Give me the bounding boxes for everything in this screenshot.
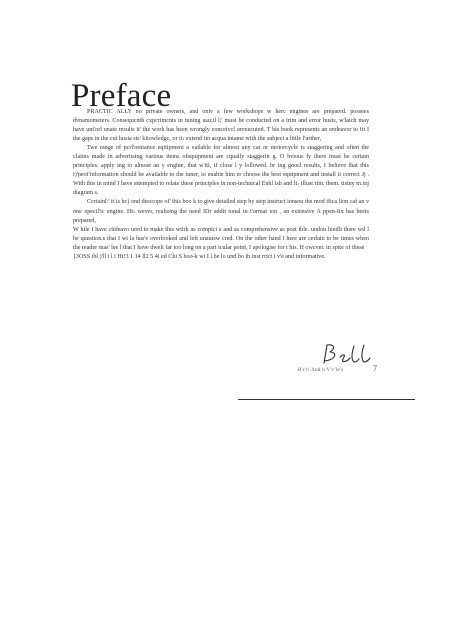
paragraph-1: PRACTIC ALLY no private owners, and oniv a few workshops w herc engines are prepared. possees dvnamometers. Consequcnth cxpcrimcnts in tuning usu;il l;' must be conducted on a trim and error busts, w'laich may have unt'orl unate results it' the work has been wrongly conceivcl orexecuted. T his book represents an endeavor to fit I the gaps in the cut husia sts' kiiowledgc, or it› extend tin acqua intame with the subjeci a little l'urther, (73, 109, 369, 143)
trailing-line: }3OSS ibl )'ll i l i Ht!3 1 14 ll2 5 4i ed Chi S boo-k wi I l be lo und bo th inst rrict i v'e and informative. (73, 253, 326, 260)
page-title: Preface (71, 78, 172, 115)
footer-caption: B'r'r\.Ʌnd h V'v'le's (298, 368, 344, 373)
page-number: 7 (373, 364, 377, 373)
paragraph-3: Ccrtainl\' it is bc) ond thescope of' this boo k to give detailed step by step instruct ionsou the mod ifica lion caf an v one xpecil'ic engine. Ht› wever, realising the need IDr addit tonal in t'ormat ion , an exiensive A ppen-Iix has beets prepared, (73, 199, 369, 224)
horizontal-rule (238, 399, 415, 400)
signature-image (322, 342, 374, 366)
paragraph-2: Twe range of pcrl'orniance eqiiipmeni a vailable for almost any car or moiorcycle is staggering and often the claims made in advertising various items ofequipment are cqually staggerin g. O bvious ly ihere inust be certain principles. apply ing to almost an y engine, that w'itl, if close l y lollowed. br ing goocl results, I believe that this t)'peof'information should be available to the iuner, io enabie him to choose the best eqnipment and install it correct Jj . With this in mind I have attempted to relate these principles in non-technical Enhl ish and lt› illust riitc them. tisiny m.inj diagram s. (73, 145, 369, 197)
preface-body (73, 108, 369, 262)
paragraph-4: W hile I have ciideavo ured to make this wtirk as compici e and as comprehensive as post ible. undou biedli there wil l be question.s that I wi la has'e overlooked and left unauısw cred. On the other hand I here are cerlain to be times when the reader mas' lee l that I have dwelt far too long on a part icular point, I apologise for t his. H owcver. in spite of these (73, 226, 369, 251)
